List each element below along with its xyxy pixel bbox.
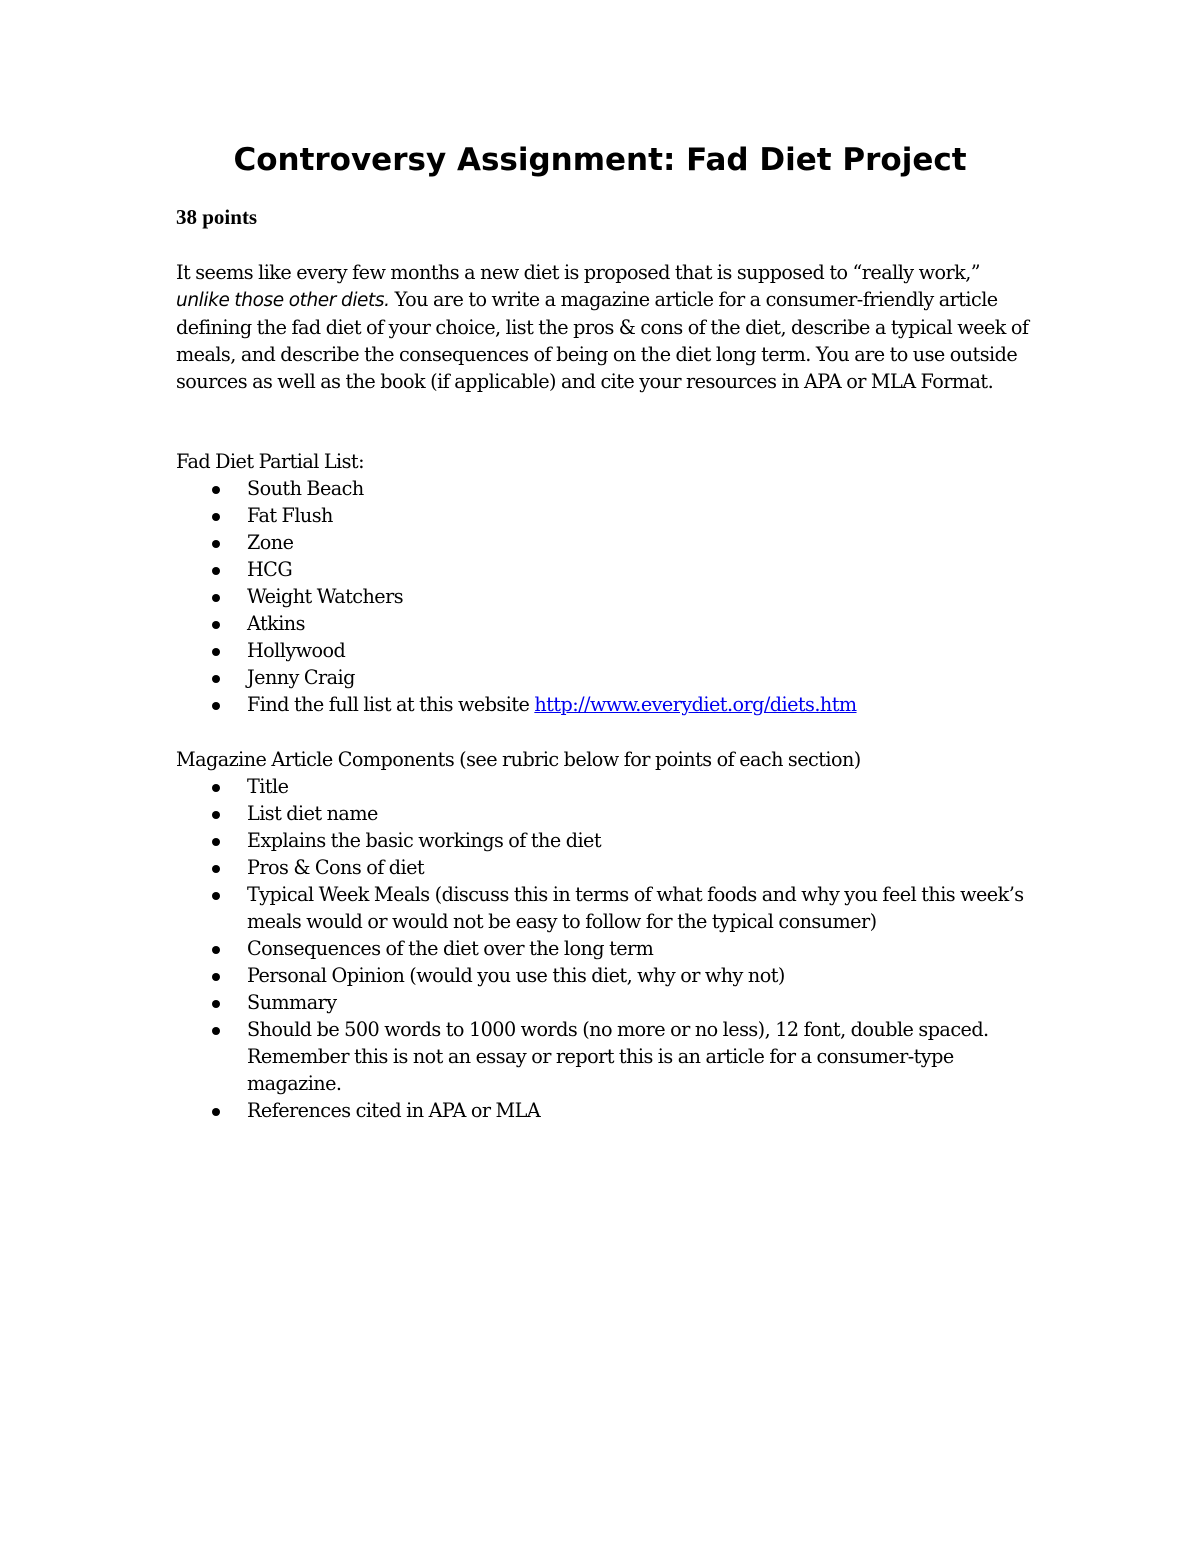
list-item-text: Typical Week Meals (discuss this in terms of what foods and why you feel this week’s meals would or would not be easy to follow for the typical consumer)	[247, 883, 1024, 933]
list-item-text: Weight Watchers	[247, 585, 404, 608]
list-item-text: Hollywood	[247, 639, 346, 662]
intro-text-part1: It seems like every few months a new diet is proposed that is supposed to “really work,”	[176, 261, 981, 284]
bullet-icon	[212, 811, 220, 819]
points-label: 38 points	[176, 205, 258, 229]
bullet-icon	[212, 594, 220, 602]
bullet-icon	[212, 1108, 220, 1116]
components-list	[176, 773, 1036, 1124]
list-item	[176, 854, 1036, 881]
components-heading: Magazine Article Components (see rubric below for points of each section)	[176, 748, 861, 771]
list-item	[176, 475, 1036, 502]
list-item-text: Pros & Cons of diet	[247, 856, 425, 879]
list-item-text: Explains the basic workings of the diet	[247, 829, 602, 852]
bullet-icon	[212, 973, 220, 981]
intro-paragraph	[176, 259, 1036, 395]
list-item	[176, 610, 1036, 637]
list-item-text: List diet name	[247, 802, 378, 825]
list-item	[176, 1097, 1036, 1124]
list-item	[176, 529, 1036, 556]
list-item-text: Find the full list at this website	[247, 693, 535, 716]
bullet-icon	[212, 838, 220, 846]
bullet-icon	[212, 702, 220, 710]
bullet-icon	[212, 513, 220, 521]
list-item	[176, 800, 1036, 827]
list-item	[176, 827, 1036, 854]
list-item-text: Fat Flush	[247, 504, 333, 527]
bullet-icon	[212, 865, 220, 873]
list-item	[176, 1016, 1036, 1097]
bullet-icon	[212, 784, 220, 792]
list-item-text: Should be 500 words to 1000 words (no more or no less), 12 font, double spaced. Remember this is not an essay or report this is an article for a consumer-type magazine.	[247, 1018, 989, 1095]
bullet-icon	[212, 540, 220, 548]
bullet-icon	[212, 648, 220, 656]
list-item	[176, 502, 1036, 529]
list-item	[176, 664, 1036, 691]
bullet-icon	[212, 1027, 220, 1035]
fad-diet-list	[176, 475, 1036, 718]
list-item-text: Atkins	[247, 612, 305, 635]
list-item	[176, 989, 1036, 1016]
list-item-text: Personal Opinion (would you use this diet, why or why not)	[247, 964, 785, 987]
bullet-icon	[212, 567, 220, 575]
bullet-icon	[212, 1000, 220, 1008]
document-title: Controversy Assignment: Fad Diet Project	[233, 142, 967, 178]
list-item-text: Title	[247, 775, 289, 798]
list-item-text: References cited in APA or MLA	[247, 1099, 541, 1122]
list-item	[176, 556, 1036, 583]
list-item	[176, 773, 1036, 800]
list-item	[176, 583, 1036, 610]
bullet-icon	[212, 892, 220, 900]
list-item-text: HCG	[247, 558, 293, 581]
list-item	[176, 691, 1036, 718]
intro-text-part2: You are to write a magazine article for a consumer-friendly article defining the fad diet of your choice, list the pros & cons of the diet, describe a typical week of meals, and describe the consequences of being on the diet long term. You are to use outside sources as well as the book (if applicable) and cite your resources in APA or MLA Format.	[176, 288, 1029, 393]
bullet-icon	[212, 621, 220, 629]
list-item-text: Summary	[247, 991, 337, 1014]
list-item-text: Zone	[247, 531, 294, 554]
list-item	[176, 962, 1036, 989]
list-item-text: Consequences of the diet over the long term	[247, 937, 654, 960]
everydiet-link[interactable]: http://www.everydiet.org/diets.htm	[534, 693, 857, 716]
fad-diet-list-heading: Fad Diet Partial List:	[176, 450, 364, 473]
list-item-text: South Beach	[247, 477, 364, 500]
intro-emphasis: unlike those other diets.	[176, 290, 390, 311]
list-item	[176, 637, 1036, 664]
list-item-text: Jenny Craig	[247, 666, 355, 689]
bullet-icon	[212, 486, 220, 494]
list-item	[176, 881, 1036, 935]
list-item	[176, 935, 1036, 962]
bullet-icon	[212, 675, 220, 683]
bullet-icon	[212, 946, 220, 954]
